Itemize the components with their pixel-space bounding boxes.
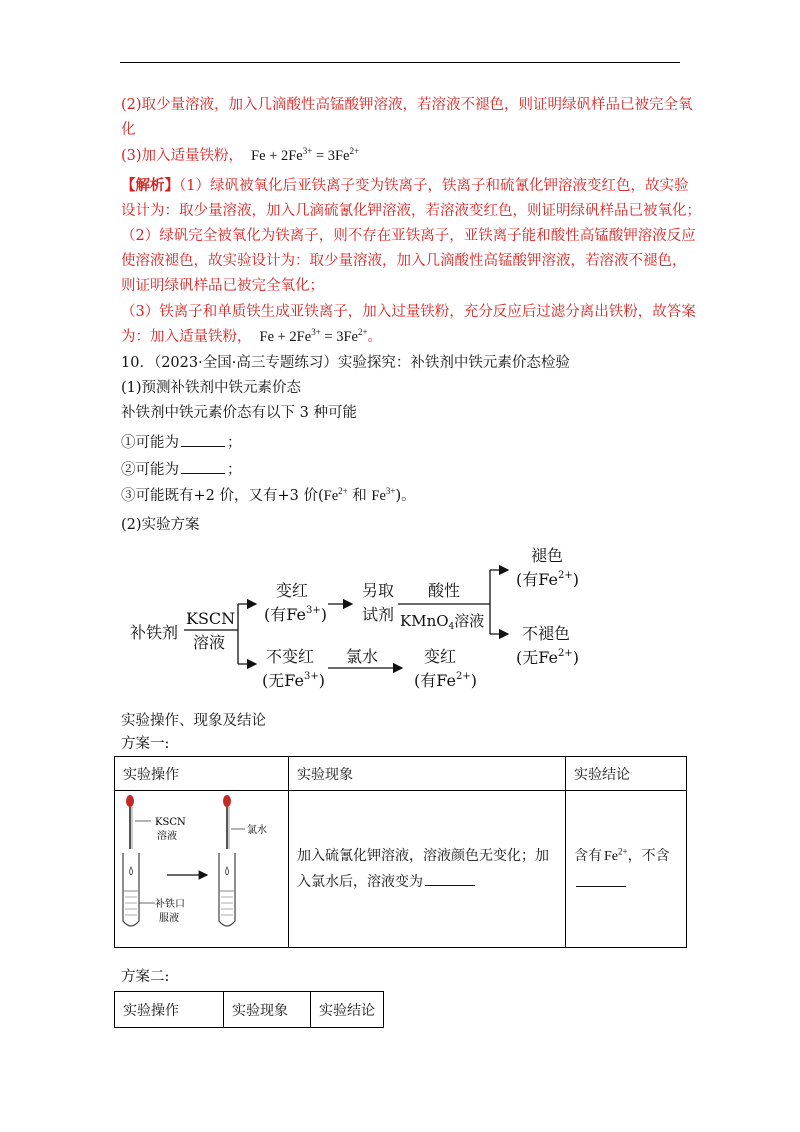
option-3: ③可能既有+2 价，又有+3 价($Fe^{2+}$ 和 $Fe^{3+}$)。	[121, 486, 416, 504]
apparatus-chlorine: 氯水	[247, 825, 267, 836]
apparatus-kscn: KSCN	[155, 817, 186, 828]
equation: $Fe + 2Fe^{3+} = 3Fe^{2+}$	[251, 146, 360, 164]
plan2-header-op: 实验操作	[115, 992, 224, 1028]
flow-kmno4: KMnO$_4$溶液	[400, 612, 485, 632]
flow-has-fe2b: (有$Fe^{2+}$)	[414, 671, 477, 690]
flow-has-fe2: (有$Fe^{2+}$)	[516, 570, 579, 589]
plan2-label: 方案二:	[121, 969, 170, 985]
question-10-title: 10．（2023·全国·高三专题练习）实验探究：补铁剂中铁元素价态检验	[121, 355, 570, 371]
flow-no-fade: 不褪色	[522, 624, 571, 643]
blank-color[interactable]	[425, 871, 475, 886]
plan1-apparatus-cell	[115, 791, 289, 948]
option-2: ②可能为 ；	[121, 459, 242, 480]
apparatus-illustration	[115, 791, 287, 943]
flow-red2: 变红	[424, 647, 457, 666]
plan1-conclusion-line1: 含有 $Fe^{2+}$，不含	[574, 845, 670, 864]
question-10-part1: (1)预测补铁剂中铁元素价态	[121, 380, 302, 396]
plan1-label: 方案一:	[121, 736, 170, 752]
flow-chlorine: 氯水	[346, 647, 379, 666]
analysis-line4: 使溶液褪色，故实验设计为：取少量溶液，加入几滴酸性高锰酸钾溶液，若溶液不褪色，	[121, 253, 687, 269]
flow-reagent-top: KSCN	[186, 609, 236, 628]
plan1-header-op: 实验操作	[115, 757, 289, 791]
plan1-phenomenon-cell	[289, 791, 566, 948]
option-1: ①可能为 ；	[121, 432, 242, 453]
flow-red: 变红	[276, 581, 309, 600]
flow-start: 补铁剂	[130, 623, 179, 642]
analysis-line6: （3）铁离子和单质铁生成亚铁离子，加入过量铁粉，充分反应后过滤分离出铁粉，故答案	[121, 304, 696, 320]
flow-reagent2: 试剂	[362, 605, 395, 624]
answer-2-line2: 化	[121, 122, 136, 138]
analysis-line5: 则证明绿矾样品已被完全氧化；	[121, 278, 324, 294]
plan1-table	[114, 756, 687, 948]
plan1-conclusion-cell	[566, 791, 687, 948]
analysis-line7: 为：加入适量铁粉， $Fe + 2Fe^{3+} = 3Fe^{2+}$。	[121, 327, 383, 345]
flow-reagent-bottom: 溶液	[193, 633, 226, 652]
flow-has-fe3: (有$Fe^{3+}$)	[264, 605, 327, 624]
flow-no-fe3: (无$Fe^{3+}$)	[262, 671, 325, 690]
flow-acidic: 酸性	[428, 581, 461, 600]
apparatus-solution: 溶液	[157, 831, 177, 842]
answer-2-line1: (2)取少量溶液，加入几滴酸性高锰酸钾溶液，若溶液不褪色，则证明绿矾样品已被完全氧	[121, 97, 693, 113]
flow-no-fe2: (无$Fe^{2+}$)	[516, 648, 579, 667]
plan1-header-phen: 实验现象	[289, 757, 566, 791]
analysis-line2: 设计为：取少量溶液，加入几滴硫氰化钾溶液，若溶液变红色，则证明绿矾样品已被氧化；	[121, 203, 701, 219]
flow-take: 另取	[362, 581, 395, 600]
question-10-part2: (2)实验方案	[121, 517, 200, 533]
blank-conclusion[interactable]	[576, 872, 626, 887]
plan1-header-concl: 实验结论	[566, 757, 687, 791]
apparatus-supplement1: 补铁口	[155, 899, 185, 910]
plan1-phenomenon-line1: 加入硫氰化钾溶液，溶液颜色无变化；加	[297, 848, 549, 864]
plan2-header-phen: 实验现象	[224, 992, 311, 1028]
plan2-table	[114, 991, 384, 1028]
flow-fade: 褪色	[531, 546, 564, 565]
answer-3-label: (3)加入适量铁粉，	[121, 148, 244, 164]
analysis-line3: （2）绿矾完全被氧化为铁离子，则不存在亚铁离子，亚铁离子能和酸性高锰酸钾溶液反应	[121, 228, 696, 244]
apparatus-supplement2: 服液	[159, 913, 179, 924]
flow-no-red: 不变红	[266, 647, 315, 666]
plan1-phenomenon-line2: 入氯水后，溶液变为	[297, 869, 557, 895]
analysis-line1: 【解析】（1）绿矾被氧化后亚铁离子变为铁离子，铁离子和硫氰化钾溶液变红色，故实验	[121, 177, 689, 194]
analysis-tag: 【解析】	[121, 177, 179, 194]
question-10-intro: 补铁剂中铁元素价态有以下 3 种可能	[121, 405, 357, 421]
plan2-header-concl: 实验结论	[311, 992, 384, 1028]
ops-title: 实验操作、现象及结论	[121, 713, 266, 729]
